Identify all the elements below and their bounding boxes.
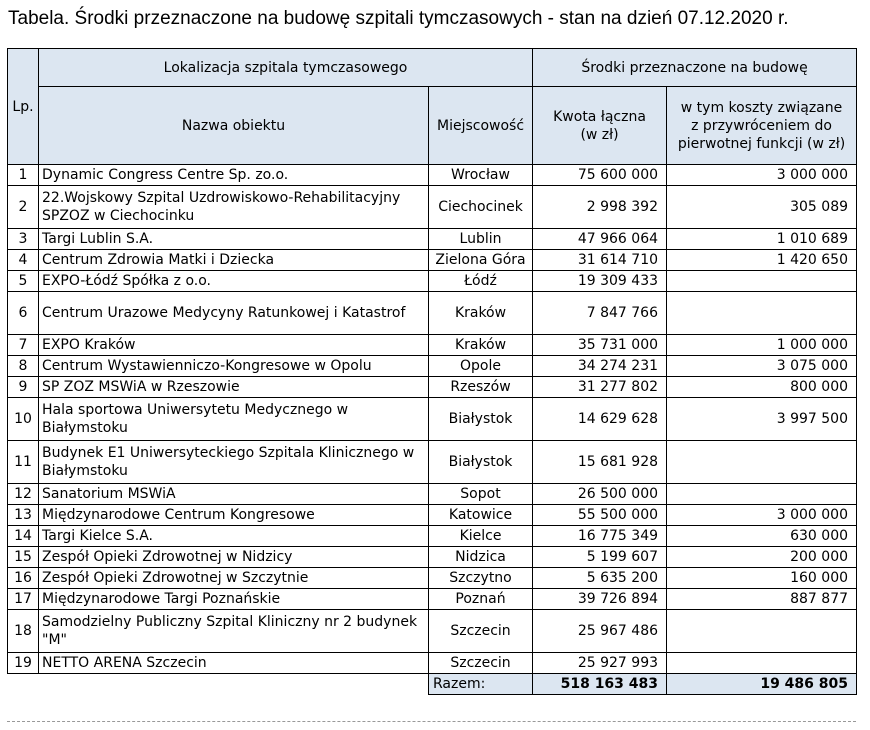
table-row [8, 568, 857, 589]
cell-nazwa: Międzynarodowe Targi Poznańskie [39, 589, 429, 610]
cell-nazwa: 22.Wojskowy Szpital Uzdrowiskowo-Rehabilitacyjny SPZOZ w Ciechocinku [39, 186, 429, 229]
header-miejscowosc: Miejscowość [429, 87, 533, 165]
table-row [8, 165, 857, 186]
cell-koszty: 800 000 [667, 377, 857, 398]
header-kwota [533, 87, 667, 165]
header-lokalizacja: Lokalizacja szpitala tymczasowego [39, 49, 533, 87]
cell-lp: 13 [8, 505, 39, 526]
cell-koszty: 3 997 500 [667, 398, 857, 441]
cell-nazwa: Hala sportowa Uniwersytetu Medycznego w Białymstoku [39, 398, 429, 441]
cell-miejscowosc: Poznań [429, 589, 533, 610]
table-body [8, 165, 857, 674]
cell-miejscowosc: Łódź [429, 271, 533, 292]
cell-lp: 7 [8, 335, 39, 356]
cell-koszty [667, 292, 857, 335]
cell-lp: 4 [8, 250, 39, 271]
cell-nazwa: Sanatorium MSWiA [39, 484, 429, 505]
cell-koszty [667, 271, 857, 292]
table-row [8, 271, 857, 292]
table-row [8, 610, 857, 653]
header-kwota-line1: Kwota łączna [553, 108, 646, 125]
cell-koszty: 887 877 [667, 589, 857, 610]
cell-miejscowosc: Szczecin [429, 610, 533, 653]
cell-kwota: 15 681 928 [533, 441, 667, 484]
cell-koszty [667, 653, 857, 674]
cell-miejscowosc: Ciechocinek [429, 186, 533, 229]
header-koszty-line3: pierwotnej funkcji (w zł) [677, 135, 846, 152]
cell-koszty: 3 075 000 [667, 356, 857, 377]
cell-lp: 6 [8, 292, 39, 335]
cell-kwota: 39 726 894 [533, 589, 667, 610]
table-row [8, 653, 857, 674]
cell-kwota: 55 500 000 [533, 505, 667, 526]
header-srodki: Środki przeznaczone na budowę [533, 49, 857, 87]
table-row [8, 229, 857, 250]
cell-nazwa: NETTO ARENA Szczecin [39, 653, 429, 674]
cell-nazwa: Zespół Opieki Zdrowotnej w Nidzicy [39, 547, 429, 568]
total-label: Razem: [429, 674, 533, 695]
table-row [8, 398, 857, 441]
cell-lp: 2 [8, 186, 39, 229]
cell-lp: 1 [8, 165, 39, 186]
header-koszty-line2: z przywróceniem do [691, 117, 832, 134]
cell-nazwa: SP ZOZ MSWiA w Rzeszowie [39, 377, 429, 398]
header-koszty [667, 87, 857, 165]
table-row [8, 377, 857, 398]
cell-koszty [667, 484, 857, 505]
cell-miejscowosc: Zielona Góra [429, 250, 533, 271]
table-row [8, 250, 857, 271]
cell-nazwa: EXPO-Łódź Spółka z o.o. [39, 271, 429, 292]
cell-miejscowosc: Katowice [429, 505, 533, 526]
table-row [8, 505, 857, 526]
table-row [8, 547, 857, 568]
header-nazwa: Nazwa obiektu [39, 87, 429, 165]
cell-lp: 12 [8, 484, 39, 505]
total-koszty: 19 486 805 [667, 674, 857, 695]
cell-koszty [667, 610, 857, 653]
table-row [8, 335, 857, 356]
table-caption: Tabela. Środki przeznaczone na budowę szpitali tymczasowych - stan na dzień 07.12.2020 r. [8, 8, 789, 29]
table-row [8, 356, 857, 377]
hospitals-table [7, 48, 857, 695]
cell-lp: 3 [8, 229, 39, 250]
cell-kwota: 31 277 802 [533, 377, 667, 398]
cell-kwota: 16 775 349 [533, 526, 667, 547]
cell-miejscowosc: Opole [429, 356, 533, 377]
cell-miejscowosc: Kielce [429, 526, 533, 547]
page-break-line [7, 721, 856, 722]
table-row [8, 526, 857, 547]
cell-lp: 8 [8, 356, 39, 377]
cell-miejscowosc: Szczytno [429, 568, 533, 589]
cell-lp: 14 [8, 526, 39, 547]
total-kwota: 518 163 483 [533, 674, 667, 695]
cell-lp: 5 [8, 271, 39, 292]
cell-miejscowosc: Białystok [429, 441, 533, 484]
cell-koszty: 1 000 000 [667, 335, 857, 356]
cell-kwota: 34 274 231 [533, 356, 667, 377]
cell-kwota: 19 309 433 [533, 271, 667, 292]
cell-nazwa: Zespół Opieki Zdrowotnej w Szczytnie [39, 568, 429, 589]
cell-kwota: 7 847 766 [533, 292, 667, 335]
cell-lp: 18 [8, 610, 39, 653]
cell-nazwa: Centrum Zdrowia Matki i Dziecka [39, 250, 429, 271]
header-kwota-line2: (w zł) [580, 126, 619, 143]
cell-lp: 17 [8, 589, 39, 610]
cell-miejscowosc: Szczecin [429, 653, 533, 674]
cell-lp: 9 [8, 377, 39, 398]
cell-nazwa: Centrum Wystawienniczo-Kongresowe w Opolu [39, 356, 429, 377]
header-lp: Lp. [8, 49, 39, 165]
table-row [8, 186, 857, 229]
cell-koszty: 200 000 [667, 547, 857, 568]
cell-nazwa: Targi Lublin S.A. [39, 229, 429, 250]
cell-lp: 15 [8, 547, 39, 568]
cell-koszty: 1 420 650 [667, 250, 857, 271]
cell-miejscowosc: Lublin [429, 229, 533, 250]
cell-kwota: 5 199 607 [533, 547, 667, 568]
cell-kwota: 26 500 000 [533, 484, 667, 505]
cell-miejscowosc: Nidzica [429, 547, 533, 568]
cell-kwota: 35 731 000 [533, 335, 667, 356]
cell-kwota: 14 629 628 [533, 398, 667, 441]
cell-koszty: 160 000 [667, 568, 857, 589]
cell-nazwa: Dynamic Congress Centre Sp. zo.o. [39, 165, 429, 186]
cell-kwota: 75 600 000 [533, 165, 667, 186]
table-row [8, 441, 857, 484]
cell-miejscowosc: Sopot [429, 484, 533, 505]
cell-kwota: 25 927 993 [533, 653, 667, 674]
cell-koszty: 3 000 000 [667, 165, 857, 186]
cell-nazwa: Budynek E1 Uniwersyteckiego Szpitala Klinicznego w Białymstoku [39, 441, 429, 484]
cell-kwota: 31 614 710 [533, 250, 667, 271]
cell-kwota: 25 967 486 [533, 610, 667, 653]
cell-koszty: 630 000 [667, 526, 857, 547]
cell-miejscowosc: Rzeszów [429, 377, 533, 398]
cell-miejscowosc: Białystok [429, 398, 533, 441]
cell-lp: 11 [8, 441, 39, 484]
cell-nazwa: EXPO Kraków [39, 335, 429, 356]
cell-kwota: 47 966 064 [533, 229, 667, 250]
table-row [8, 292, 857, 335]
cell-koszty [667, 441, 857, 484]
cell-miejscowosc: Kraków [429, 292, 533, 335]
header-koszty-line1: w tym koszty związane [680, 99, 843, 116]
cell-nazwa: Samodzielny Publiczny Szpital Kliniczny nr 2 budynek "M" [39, 610, 429, 653]
cell-nazwa: Targi Kielce S.A. [39, 526, 429, 547]
cell-koszty: 1 010 689 [667, 229, 857, 250]
cell-nazwa: Międzynarodowe Centrum Kongresowe [39, 505, 429, 526]
cell-koszty: 305 089 [667, 186, 857, 229]
cell-miejscowosc: Wrocław [429, 165, 533, 186]
cell-kwota: 5 635 200 [533, 568, 667, 589]
cell-lp: 10 [8, 398, 39, 441]
cell-nazwa: Centrum Urazowe Medycyny Ratunkowej i Katastrof [39, 292, 429, 335]
cell-miejscowosc: Kraków [429, 335, 533, 356]
cell-koszty: 3 000 000 [667, 505, 857, 526]
table-row [8, 484, 857, 505]
cell-kwota: 2 998 392 [533, 186, 667, 229]
cell-lp: 19 [8, 653, 39, 674]
table-row [8, 589, 857, 610]
cell-lp: 16 [8, 568, 39, 589]
